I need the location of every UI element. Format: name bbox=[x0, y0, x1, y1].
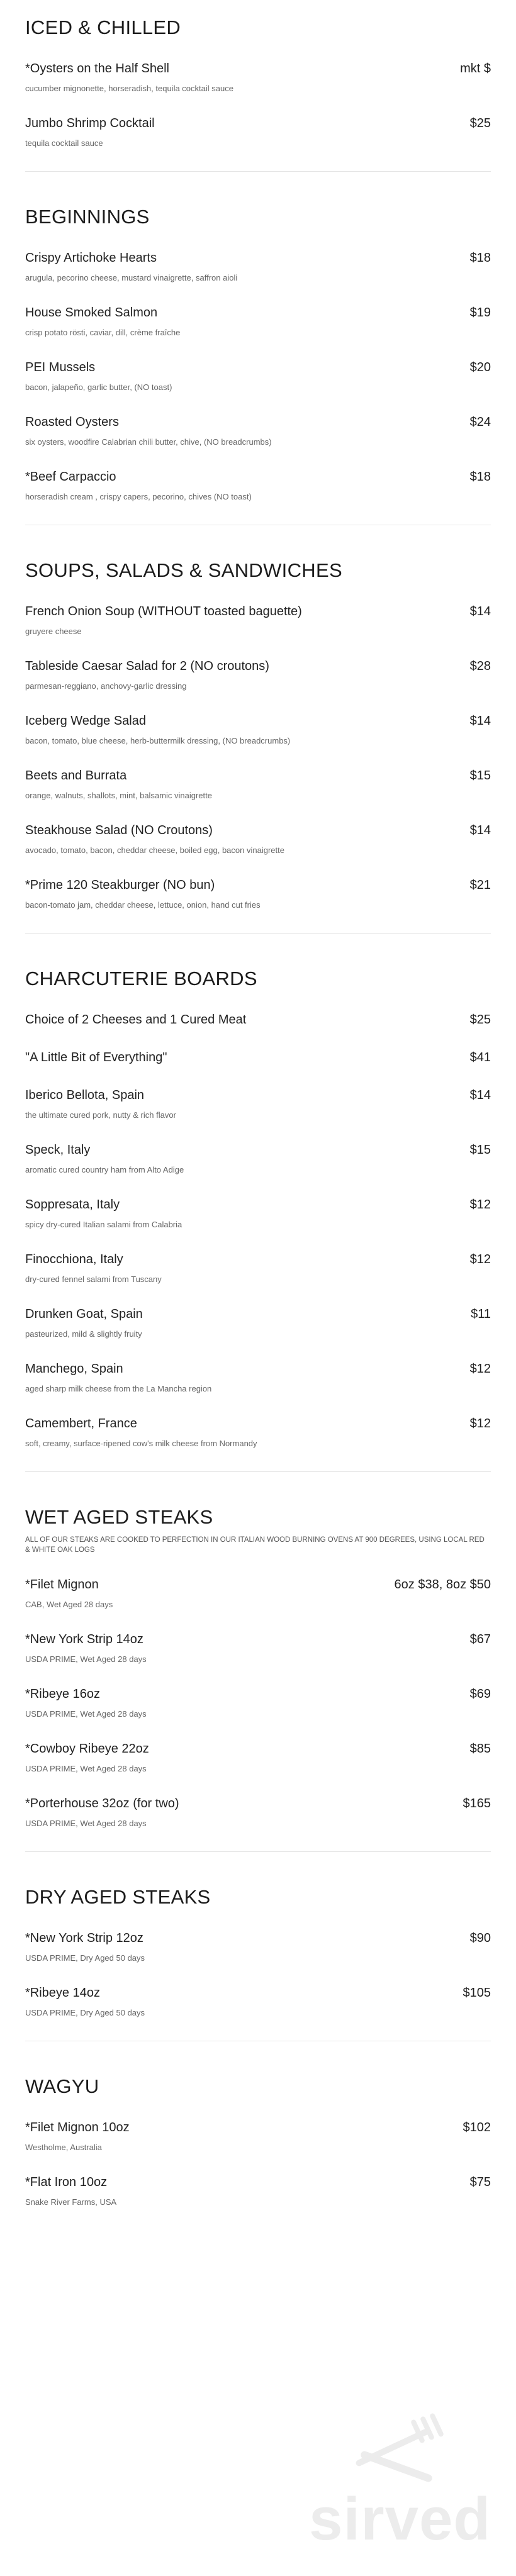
item-description: aromatic cured country ham from Alto Adige bbox=[25, 1165, 184, 1174]
item-price: $19 bbox=[469, 306, 491, 320]
item-price: $67 bbox=[469, 1632, 491, 1646]
menu-item bbox=[25, 1415, 491, 1449]
item-description: spicy dry-cured Italian salami from Calabria bbox=[25, 1220, 182, 1229]
item-description: orange, walnuts, shallots, mint, balsamic vinaigrette bbox=[25, 791, 212, 800]
item-price: $105 bbox=[463, 1986, 491, 2000]
section-note: ALL OF OUR STEAKS ARE COOKED TO PERFECTION IN OUR ITALIAN WOOD BURNING OVENS AT 900 DEGREES, USING LOCAL RED & WHITE OAK LOGS bbox=[25, 1536, 485, 1554]
item-name: Tableside Caesar Salad for 2 (NO croutons) bbox=[25, 659, 269, 673]
item-name: House Smoked Salmon bbox=[25, 306, 158, 320]
menu-item bbox=[25, 250, 491, 283]
item-name: *Prime 120 Steakburger (NO bun) bbox=[25, 878, 215, 892]
item-description: tequila cocktail sauce bbox=[25, 138, 103, 148]
menu-item-row bbox=[25, 250, 491, 266]
item-price: $12 bbox=[469, 1198, 491, 1212]
menu-item-row bbox=[25, 1415, 491, 1432]
menu-item-row bbox=[25, 60, 491, 77]
menu-item-row bbox=[25, 469, 491, 485]
item-description: avocado, tomato, bacon, cheddar cheese, boiled egg, bacon vinaigrette bbox=[25, 845, 284, 855]
item-name: Camembert, France bbox=[25, 1417, 137, 1430]
section-title: WAGYU bbox=[25, 2075, 99, 2097]
menu-item bbox=[25, 1576, 491, 1610]
item-description: aged sharp milk cheese from the La Mancha region bbox=[25, 1384, 212, 1393]
menu-item-row bbox=[25, 1087, 491, 1103]
menu-item-row bbox=[25, 1251, 491, 1268]
item-name: French Onion Soup (WITHOUT toasted baguette) bbox=[25, 605, 302, 618]
menu-item-row bbox=[25, 1631, 491, 1648]
menu-section bbox=[25, 189, 491, 525]
sirved-watermark bbox=[277, 2406, 491, 2551]
menu-item bbox=[25, 1361, 491, 1394]
menu-item bbox=[25, 658, 491, 691]
item-name: Speck, Italy bbox=[25, 1143, 91, 1157]
item-price: $85 bbox=[469, 1742, 491, 1756]
item-price: 6oz $38, 8oz $50 bbox=[394, 1578, 491, 1592]
menu-item bbox=[25, 115, 491, 148]
item-name: Iceberg Wedge Salad bbox=[25, 714, 146, 728]
item-name: *New York Strip 12oz bbox=[25, 1931, 143, 1945]
menu-item bbox=[25, 359, 491, 393]
menu-item bbox=[25, 2174, 491, 2207]
item-name: Drunken Goat, Spain bbox=[25, 1307, 143, 1321]
menu-item-row bbox=[25, 1142, 491, 1158]
menu-item-row bbox=[25, 713, 491, 729]
item-name: *Beef Carpaccio bbox=[25, 470, 116, 484]
item-description: CAB, Wet Aged 28 days bbox=[25, 1600, 113, 1609]
item-description: crisp potato rösti, caviar, dill, crème fraîche bbox=[25, 328, 181, 337]
item-description: USDA PRIME, Dry Aged 50 days bbox=[25, 1953, 145, 1963]
item-description: parmesan-reggiano, anchovy-garlic dressing bbox=[25, 681, 187, 691]
menu-section bbox=[25, 2059, 491, 2230]
item-price: $12 bbox=[469, 1252, 491, 1266]
item-name: Steakhouse Salad (NO Croutons) bbox=[25, 823, 213, 837]
item-price: $11 bbox=[471, 1307, 491, 1321]
menu-item-row bbox=[25, 603, 491, 620]
menu-item bbox=[25, 767, 491, 801]
item-name: "A Little Bit of Everything" bbox=[25, 1051, 167, 1064]
item-price: mkt $ bbox=[460, 62, 491, 75]
item-price: $165 bbox=[463, 1797, 491, 1810]
item-price: $75 bbox=[469, 2175, 491, 2189]
item-price: $14 bbox=[469, 1088, 491, 1102]
menu-item-row bbox=[25, 1049, 491, 1066]
item-name: Finocchiona, Italy bbox=[25, 1252, 123, 1266]
menu-item bbox=[25, 60, 491, 94]
menu-item-row bbox=[25, 2119, 491, 2136]
item-price: $12 bbox=[469, 1417, 491, 1430]
menu-item bbox=[25, 877, 491, 910]
menu-item bbox=[25, 822, 491, 856]
item-price: $24 bbox=[469, 415, 491, 429]
item-description: the ultimate cured pork, nutty & rich flavor bbox=[25, 1110, 176, 1120]
item-name: *Oysters on the Half Shell bbox=[25, 62, 169, 75]
item-description: Westholme, Australia bbox=[25, 2143, 102, 2152]
item-price: $28 bbox=[469, 659, 491, 673]
fork-knife-icon bbox=[340, 2406, 453, 2488]
item-description: bacon, jalapeño, garlic butter, (NO toast) bbox=[25, 382, 172, 392]
item-price: $14 bbox=[469, 714, 491, 728]
menu-item bbox=[25, 1930, 491, 1963]
menu-item-row bbox=[25, 359, 491, 376]
item-price: $14 bbox=[469, 823, 491, 837]
item-name: *Flat Iron 10oz bbox=[25, 2175, 108, 2189]
section-title: BEGINNINGS bbox=[25, 206, 150, 228]
menu-item bbox=[25, 1631, 491, 1664]
item-name: Crispy Artichoke Hearts bbox=[25, 251, 157, 265]
item-price: $90 bbox=[469, 1931, 491, 1945]
section-title: DRY AGED STEAKS bbox=[25, 1886, 211, 1908]
menu-item bbox=[25, 1795, 491, 1829]
item-price: $21 bbox=[469, 878, 491, 892]
item-price: $15 bbox=[469, 769, 491, 783]
menu-item-row bbox=[25, 877, 491, 893]
item-price: $18 bbox=[469, 470, 491, 484]
menu-item-row bbox=[25, 1361, 491, 1377]
section-title: WET AGED STEAKS bbox=[25, 1506, 213, 1528]
menu-item-row bbox=[25, 767, 491, 784]
menu-item-row bbox=[25, 115, 491, 131]
item-name: *Filet Mignon 10oz bbox=[25, 2121, 130, 2134]
item-price: $102 bbox=[463, 2121, 491, 2134]
menu-item bbox=[25, 1196, 491, 1230]
item-price: $25 bbox=[469, 1013, 491, 1027]
section-title: SOUPS, SALADS & SANDWICHES bbox=[25, 559, 342, 581]
menu-item-row bbox=[25, 1741, 491, 1757]
menu-item-row bbox=[25, 658, 491, 674]
menu-item bbox=[25, 713, 491, 746]
menu-item bbox=[25, 1251, 491, 1285]
menu-item-row bbox=[25, 1306, 491, 1322]
item-description: dry-cured fennel salami from Tuscany bbox=[25, 1274, 162, 1284]
menu-item bbox=[25, 2119, 491, 2153]
menu-item-row bbox=[25, 1930, 491, 1946]
menu-item-row bbox=[25, 1012, 491, 1028]
item-name: PEI Mussels bbox=[25, 360, 96, 374]
item-name: *Ribeye 16oz bbox=[25, 1687, 100, 1701]
watermark-text: sirved bbox=[309, 2485, 491, 2553]
item-name: Jumbo Shrimp Cocktail bbox=[25, 116, 155, 130]
item-name: Choice of 2 Cheeses and 1 Cured Meat bbox=[25, 1013, 247, 1027]
menu-item-row bbox=[25, 1686, 491, 1702]
item-name: *Cowboy Ribeye 22oz bbox=[25, 1742, 149, 1756]
menu-item-row bbox=[25, 2174, 491, 2190]
menu-item-row bbox=[25, 1196, 491, 1213]
menu-item bbox=[25, 414, 491, 447]
item-name: Beets and Burrata bbox=[25, 769, 127, 783]
menu-section bbox=[25, 1870, 491, 2041]
item-description: USDA PRIME, Wet Aged 28 days bbox=[25, 1654, 147, 1664]
menu-section bbox=[25, 951, 491, 1472]
item-price: $12 bbox=[469, 1362, 491, 1376]
menu-item-row bbox=[25, 414, 491, 430]
menu-item-row bbox=[25, 1985, 491, 2001]
menu-item-row bbox=[25, 822, 491, 839]
section-title: CHARCUTERIE BOARDS bbox=[25, 967, 257, 990]
menu-item bbox=[25, 1741, 491, 1774]
item-price: $69 bbox=[469, 1687, 491, 1701]
item-price: $14 bbox=[469, 605, 491, 618]
item-name: Soppresata, Italy bbox=[25, 1198, 120, 1212]
item-description: cucumber mignonette, horseradish, tequila cocktail sauce bbox=[25, 84, 233, 93]
menu-item bbox=[25, 603, 491, 637]
item-price: $18 bbox=[469, 251, 491, 265]
item-description: arugula, pecorino cheese, mustard vinaigrette, saffron aioli bbox=[25, 273, 238, 282]
item-name: *Porterhouse 32oz (for two) bbox=[25, 1797, 179, 1810]
item-name: *Filet Mignon bbox=[25, 1578, 99, 1592]
menu-item-row bbox=[25, 1576, 491, 1593]
item-price: $25 bbox=[469, 116, 491, 130]
menu-item bbox=[25, 1087, 491, 1120]
menu-item bbox=[25, 1985, 491, 2018]
section-title: ICED & CHILLED bbox=[25, 16, 181, 38]
menu-item bbox=[25, 469, 491, 502]
item-name: Iberico Bellota, Spain bbox=[25, 1088, 145, 1102]
menu-item bbox=[25, 1306, 491, 1339]
item-description: gruyere cheese bbox=[25, 627, 82, 636]
item-name: Manchego, Spain bbox=[25, 1362, 123, 1376]
item-price: $20 bbox=[469, 360, 491, 374]
menu-item bbox=[25, 1686, 491, 1719]
menu-item-row bbox=[25, 304, 491, 321]
menu-item bbox=[25, 1142, 491, 1175]
menu-item-row bbox=[25, 1795, 491, 1812]
menu-section bbox=[25, 1490, 491, 1852]
item-description: bacon, tomato, blue cheese, herb-buttermilk dressing, (NO breadcrumbs) bbox=[25, 736, 291, 745]
item-price: $41 bbox=[469, 1051, 491, 1064]
item-description: USDA PRIME, Wet Aged 28 days bbox=[25, 1764, 147, 1773]
menu-item bbox=[25, 304, 491, 338]
item-description: horseradish cream , crispy capers, pecorino, chives (NO toast) bbox=[25, 492, 252, 501]
menu-section bbox=[25, 0, 491, 172]
item-description: soft, creamy, surface-ripened cow's milk cheese from Normandy bbox=[25, 1439, 257, 1448]
item-description: USDA PRIME, Dry Aged 50 days bbox=[25, 2008, 145, 2017]
menu-section bbox=[25, 543, 491, 934]
menu-item bbox=[25, 1012, 491, 1028]
menu-item bbox=[25, 1049, 491, 1066]
item-price: $15 bbox=[469, 1143, 491, 1157]
item-description: Snake River Farms, USA bbox=[25, 2197, 117, 2207]
item-name: *New York Strip 14oz bbox=[25, 1632, 143, 1646]
item-name: Roasted Oysters bbox=[25, 415, 119, 429]
item-name: *Ribeye 14oz bbox=[25, 1986, 100, 2000]
item-description: bacon-tomato jam, cheddar cheese, lettuce, onion, hand cut fries bbox=[25, 900, 261, 910]
item-description: six oysters, woodfire Calabrian chili butter, chive, (NO breadcrumbs) bbox=[25, 437, 272, 447]
item-description: USDA PRIME, Wet Aged 28 days bbox=[25, 1819, 147, 1828]
item-description: USDA PRIME, Wet Aged 28 days bbox=[25, 1709, 147, 1719]
item-description: pasteurized, mild & slightly fruity bbox=[25, 1329, 142, 1339]
